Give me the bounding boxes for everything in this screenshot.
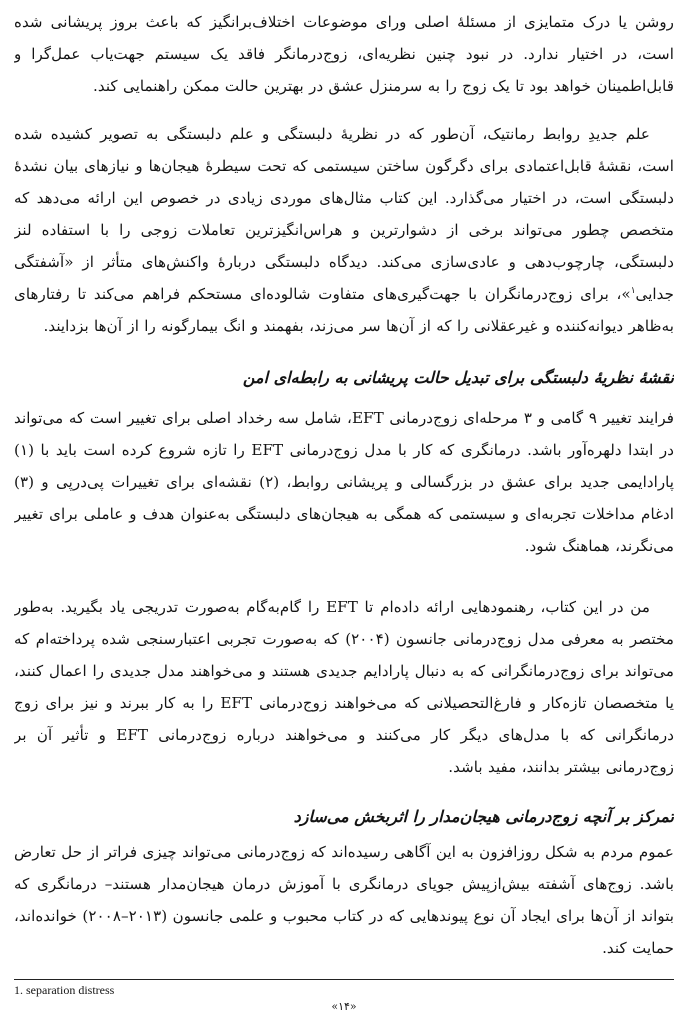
paragraph-book-guidelines: من در این کتاب، رهنمودهایی ارائه داده‌ام تا EFT را گام‌به‌گام به‌صورت تدریجی یاد بگیرید. به‌طور مختصر به معرفی مدل زوج‌درمانی جانسون (۲۰۰۴) که به‌صورت تجربی اعتبارسنجی شده پرداخته‌ام که می‌تواند برای زوج‌درمانگرانی که به دنبال پارادایم جدیدی هستند و می‌خواهند مدل جدیدی را اعمال کنند، یا متخصصان تازه‌کار و فارغ‌التحصیلانی که می‌خواهند زوج‌درمانی EFT را به کار ببرند و نیز برای زوج درمانگرانی که با مدل‌های دیگر کار می‌کنند و می‌خواهند درباره زوج‌درمانی EFT و تأثیر آن بر زوج‌درمانی بیشتر بدانند، مفید باشد.: [14, 598, 674, 776]
paragraph-text-part-2: »، برای زوج‌درمانگران با جهت‌گیری‌های متفاوت شالوده‌ای مستحکم فراهم می‌کند تا رفتارهای به‌ظاهر دیوانه‌کننده و غیرعقلانی را که از آن‌ها سر می‌زند، بفهمند و انگ بیمارگونه را از آن‌ها بزدایند.: [14, 285, 674, 335]
page-number: «۱۴»: [331, 1000, 357, 1013]
paragraph-public-awareness: عموم مردم به شکل روزافزون به این آگاهی رسیده‌اند که زوج‌درمانی می‌تواند چیزی فراتر از حل تعارض باشد. زوج‌های آشفته بیش‌ازپیش جویای درمانگری با آموزش درمان هیجان‌مدار هستند– درمانگری که بتواند از آن‌ها برای ایجاد آن نوع پیوندهایی که در کتاب محبوب و علمی جانسون (۲۰۱۳–۲۰۰۸) خوانده‌اند، حمایت کند.: [14, 843, 674, 957]
footnote-marker: ۱: [630, 285, 636, 296]
footnote-divider: [14, 979, 674, 980]
footnote-text: 1. separation distress: [14, 983, 115, 997]
book-page: [14, 6, 674, 1016]
paragraph-attachment-science: [14, 118, 674, 342]
paragraph-text-part-1: علم جدیدِ روابط رمانتیک، آن‌طور که در نظریهٔ دلبستگی و علم دلبستگی به تصویر کشیده شده است، نقشهٔ قابل‌اعتمادی برای دگرگون ساختن سیستمی که تحت سیطرهٔ هیجان‌ها و نیازهای بیان نشدهٔ دلبستگی است، در اختیار می‌گذارد. این کتاب مثال‌های موردی زیادی در خصوص این ارائه می‌دهد که متخصص چطور می‌تواند برخی از دشوارترین و هراس‌انگیزترین تعاملات زوجی را با استفاده لنز دلبستگی، چارچوب‌دهی و عادی‌سازی می‌کند. دیدگاه دلبستگی دربارهٔ واکنش‌های متأثر از «آشفتگی جدایی: [14, 125, 674, 303]
section-heading-attachment-map: نقشهٔ نظریهٔ دلبستگی برای تبدیل حالت پریشانی به رابطه‌ای امن: [242, 368, 674, 387]
paragraph-eft-change-process: فرایند تغییر ۹ گامی و ۳ مرحله‌ای زوج‌درمانی EFT، شامل سه رخداد اصلی برای تغییر است که می‌تواند در ابتدا دلهره‌آور باشد. درمانگری که کار با مدل زوج‌درمانی EFT را تازه شروع کرده است باید با (۱) پارادایمی جدید برای عشق در بزرگسالی و پریشانی روابط، (۲) نقشه‌ای برای تغییرات پی‌درپی و (۳) ادغام مداخلات تجربه‌ای و سیستمی که همگی به هیجان‌های دلبستگی به‌عنوان هدف و عاملی برای تغییر می‌نگرند، هماهنگ شود.: [14, 409, 674, 555]
paragraph-intro-continued: روشن یا درک متمایزی از مسئلهٔ اصلی ورای موضوعات اختلاف‌برانگیز که باعث بروز پریشانی شده است، در اختیار ندارد. در نبود چنین نظریه‌ای، زوج‌درمانگر فاقد یک سیستم جهت‌یاب عمل‌گرا و قابل‌اطمینان خواهد بود تا یک زوج را به سرمنزل عشق در بهترین حالت ممکن راهنمایی کند.: [14, 13, 674, 95]
section-heading-eft-effectiveness: تمرکز بر آنچه زوج‌درمانی هیجان‌مدار را اثربخش می‌سازد: [293, 807, 674, 826]
